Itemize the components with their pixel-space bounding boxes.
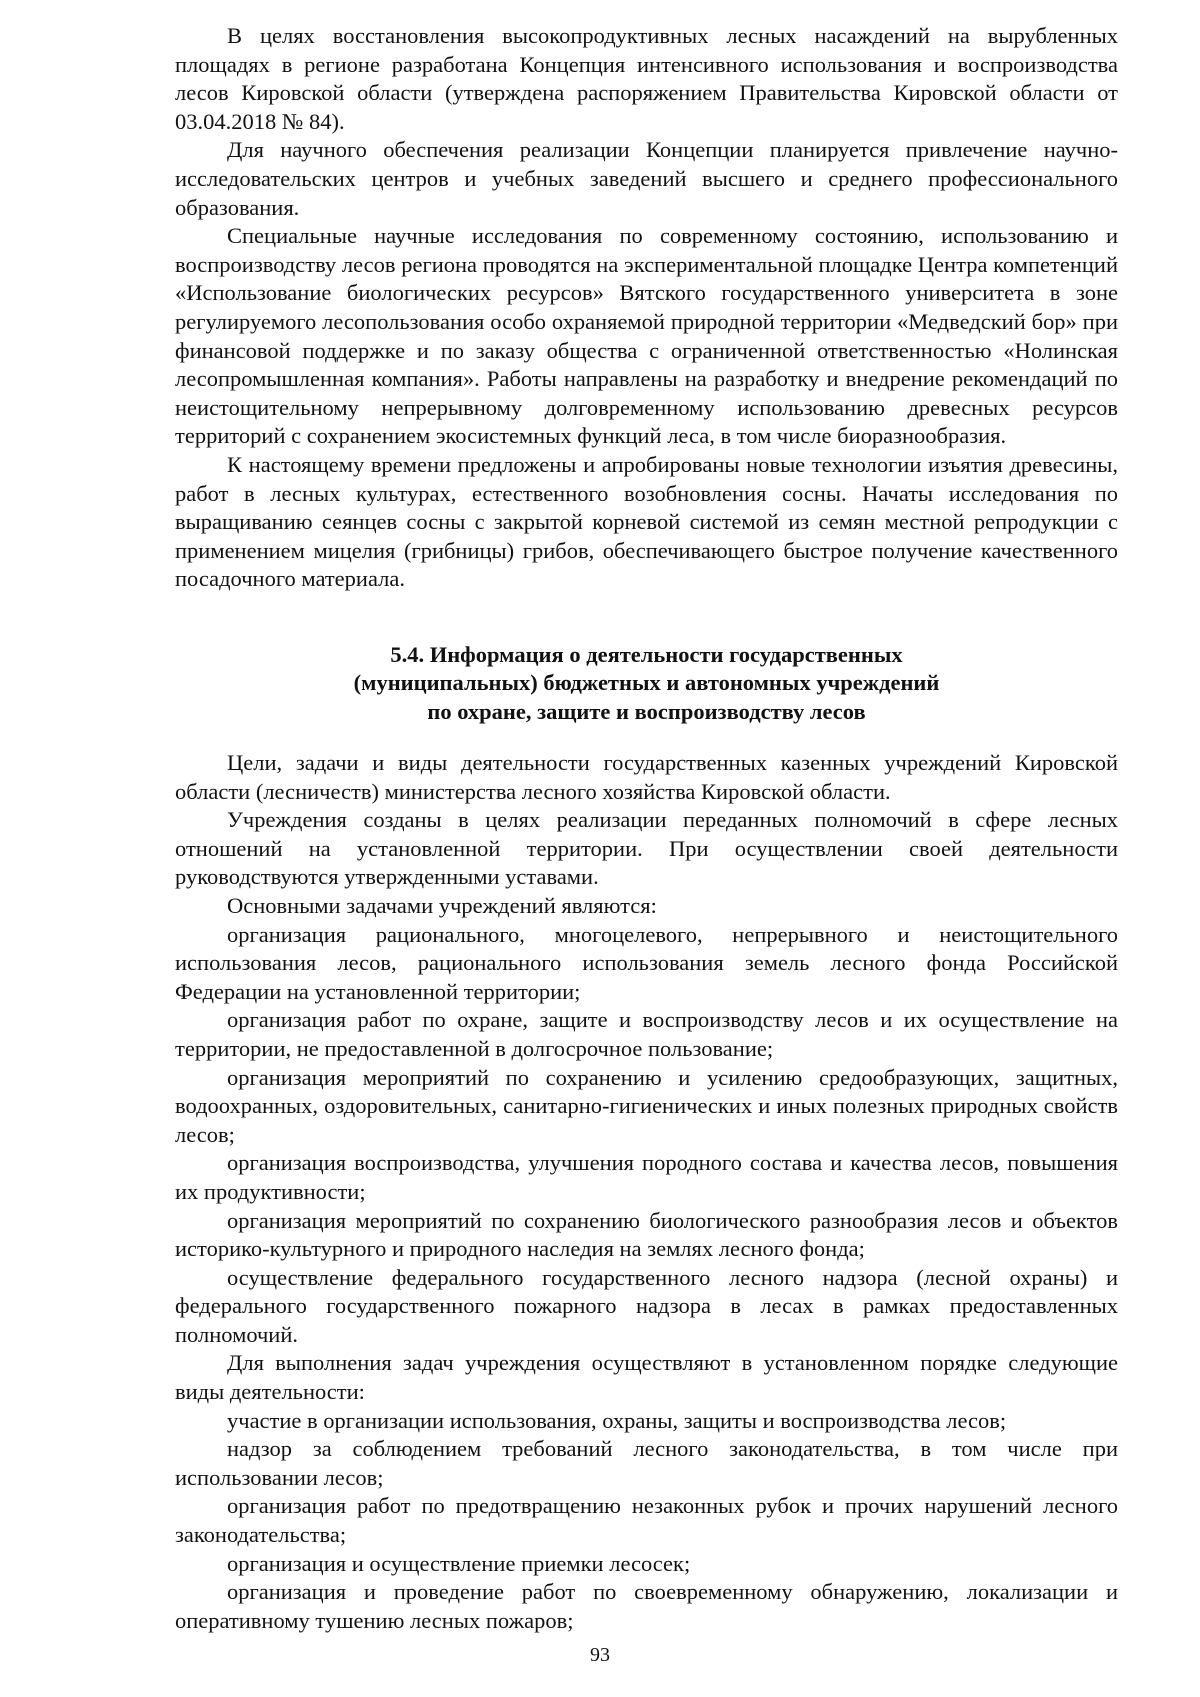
paragraph: Специальные научные исследования по современному состоянию, использованию и воспроизводству лесов региона проводятся на экспериментальной площадке Центра компетенций «Использование биологических ресурсов» Вятского государственного университета в зоне регулируемого лесопользования особо охраняемой природной территории «Медведский бор» при финансовой поддержке и по заказу общества с ограниченной ответственностью «Нолинская лесопромышленная компания». Работы направлены на разработку и внедрение рекомендаций по неистощительному непрерывному долговременному использованию древесных ресурсов территорий с сохранением экосистемных функций леса, в том числе биоразнообразия. [175, 223, 1118, 449]
list-item: организация рационального, многоцелевого, непрерывного и неистощительного использования лесов, рационального использования земель лесного фонда Российской Федерации на установленной территории; [175, 921, 1118, 1004]
paragraph: К настоящему времени предложены и апробированы новые технологии изъятия древесины, работ в лесных культурах, естественного возобновления сосны. Начаты исследования по выращиванию сеянцев сосны с закрытой корневой системой из семян местной репродукции с применением мицелия (грибницы) грибов, обеспечивающего быстрое получение качественного посадочного материала. [175, 451, 1118, 592]
paragraph: Для научного обеспечения реализации Концепции планируется привлечение научно-исследовательских центров и учебных заведений высшего и среднего профессионального образования. [175, 137, 1118, 220]
paragraph: Для выполнения задач учреждения осуществляют в установленном порядке следующие виды деятельности: [175, 1350, 1118, 1405]
list-item: организация воспроизводства, улучшения породного состава и качества лесов, повышения их продуктивности; [175, 1150, 1118, 1204]
body-text-top [175, 22, 1118, 594]
list-item: организация и проведение работ по своевременному обнаружению, локализации и оперативному тушению лесных пожаров; [175, 1579, 1118, 1633]
list-item: участие в организации использования, охраны, защиты и воспроизводства лесов; [227, 1407, 1007, 1433]
list-item: надзор за соблюдением требований лесного законодательства, в том числе при использовании лесов; [175, 1436, 1118, 1490]
list-item: организация работ по предотвращению незаконных рубок и прочих нарушений лесного законодательства; [175, 1493, 1118, 1548]
list-item: осуществление федерального государственного лесного надзора (лесной охраны) и федерального государственного пожарного надзора в лесах в рамках предоставленных полномочий. [175, 1264, 1118, 1347]
paragraph: В целях восстановления высокопродуктивных лесных насаждений на вырубленных площадях в регионе разработана Концепция интенсивного использования и воспроизводства лесов Кировской области (утверждена распоряжением Правительства Кировской области от 03.04.2018 № 84). [175, 23, 1118, 134]
section-heading [175, 641, 1118, 726]
paragraph: Цели, задачи и виды деятельности государственных казенных учреждений Кировской области (лесничеств) министерства лесного хозяйства Кировской области. [175, 750, 1118, 804]
section-heading-line: 5.4. Информация о деятельности государственных [390, 642, 903, 667]
list-item: организация и осуществление приемки лесосек; [227, 1550, 691, 1576]
section-heading-line: по охране, защите и воспроизводству лесов [427, 698, 866, 724]
list-item: организация мероприятий по сохранению и усилению средообразующих, защитных, водоохранных, оздоровительных, санитарно-гигиенических и иных полезных природных свойств лесов; [175, 1064, 1118, 1147]
paragraph: Основными задачами учреждений являются: [227, 892, 657, 918]
paragraph: Учреждения созданы в целях реализации переданных полномочий в сфере лесных отношений на установленной территории. При осуществлении своей деятельности руководствуются утвержденными уставами. [175, 807, 1118, 890]
body-text-bottom [175, 749, 1118, 1635]
page-number: 93 [590, 1644, 610, 1666]
section-heading-line: (муниципальных) бюджетных и автономных учреждений [353, 670, 940, 696]
list-item: организация мероприятий по сохранению биологического разнообразия лесов и объектов историко-культурного и природного наследия на землях лесного фонда; [175, 1207, 1118, 1262]
list-item: организация работ по охране, защите и воспроизводству лесов и их осуществление на территории, не предоставленной в долгосрочное пользование; [175, 1007, 1118, 1061]
